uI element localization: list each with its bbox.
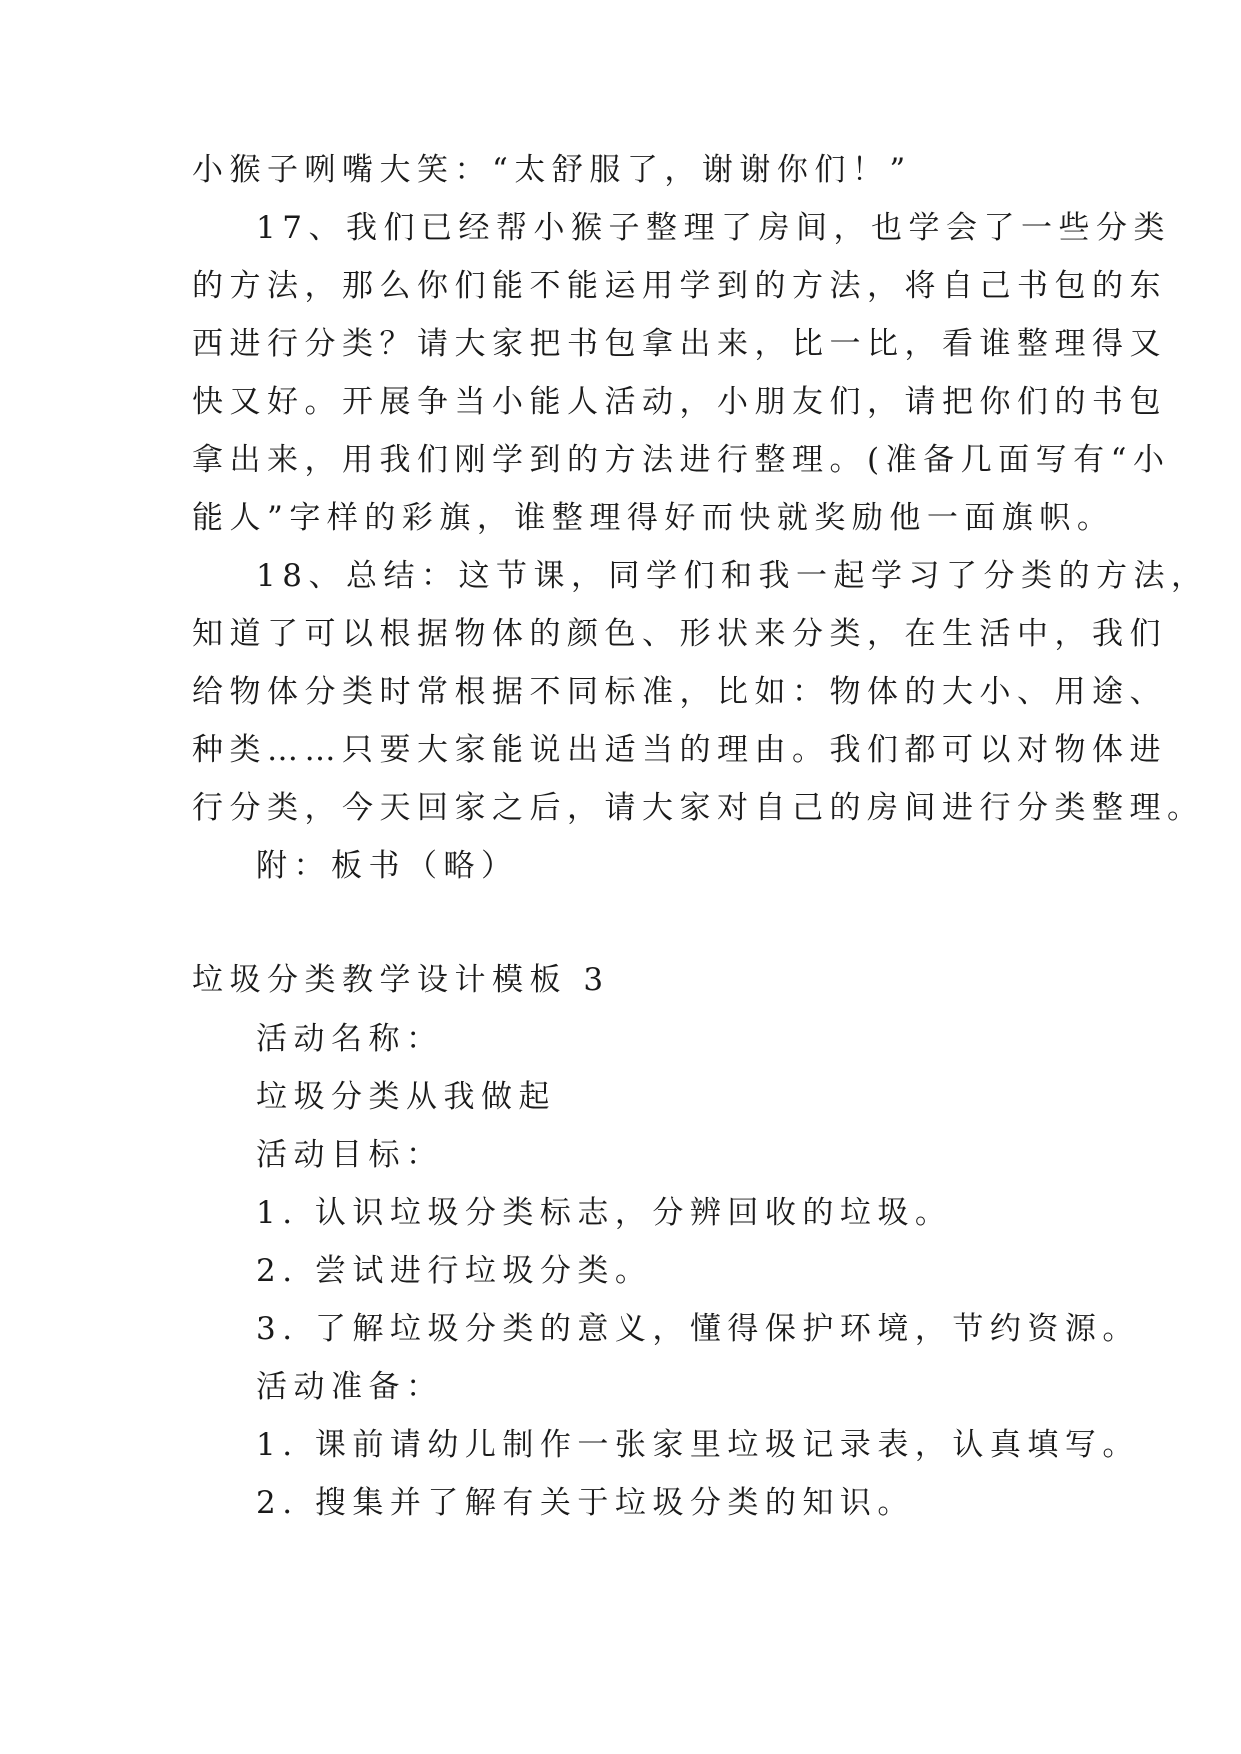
prep-item: 2. 搜集并了解有关于垃圾分类的知识。 — [256, 1485, 915, 1521]
activity-name: 垃圾分类从我做起 — [256, 1079, 556, 1115]
text-line: 能人”字样的彩旗，谁整理得好而快就奖励他一面旗帜。 — [192, 500, 1115, 536]
goal-item: 1. 认识垃圾分类标志，分辨回收的垃圾。 — [256, 1195, 953, 1231]
text-line: 知道了可以根据物体的颜色、形状来分类，在生活中，我们 — [192, 616, 1167, 652]
goal-item: 3. 了解垃圾分类的意义，懂得保护环境，节约资源。 — [256, 1311, 1140, 1347]
prep-item: 1. 课前请幼儿制作一张家里垃圾记录表，认真填写。 — [256, 1427, 1140, 1463]
paragraph-18-start: 18、总结：这节课，同学们和我一起学习了分类的方法， — [256, 558, 1209, 594]
section-title: 垃圾分类教学设计模板 3 — [192, 962, 610, 998]
goal-item: 2. 尝试进行垃圾分类。 — [256, 1253, 653, 1289]
text-line: 行分类，今天回家之后，请大家对自己的房间进行分类整理。 — [192, 790, 1205, 826]
text-line: 小猴子咧嘴大笑：“太舒服了，谢谢你们！” — [192, 152, 912, 188]
activity-name-label: 活动名称： — [256, 1021, 444, 1057]
text-line: 给物体分类时常根据不同标准，比如：物体的大小、用途、 — [192, 674, 1167, 710]
paragraph-17-start: 17、我们已经帮小猴子整理了房间，也学会了一些分类 — [256, 210, 1171, 246]
prep-label: 活动准备： — [256, 1369, 444, 1405]
goals-label: 活动目标： — [256, 1137, 444, 1173]
text-line: 种类……只要大家能说出适当的理由。我们都可以对物体进 — [192, 732, 1167, 768]
text-line: 的方法，那么你们能不能运用学到的方法，将自己书包的东 — [192, 268, 1167, 304]
text-line: 西进行分类？请大家把书包拿出来，比一比，看谁整理得又 — [192, 326, 1167, 362]
appendix-note: 附：板书（略） — [256, 848, 519, 884]
text-line: 拿出来，用我们刚学到的方法进行整理。(准备几面写有“小 — [192, 442, 1171, 478]
text-line: 快又好。开展争当小能人活动，小朋友们，请把你们的书包 — [192, 384, 1167, 420]
